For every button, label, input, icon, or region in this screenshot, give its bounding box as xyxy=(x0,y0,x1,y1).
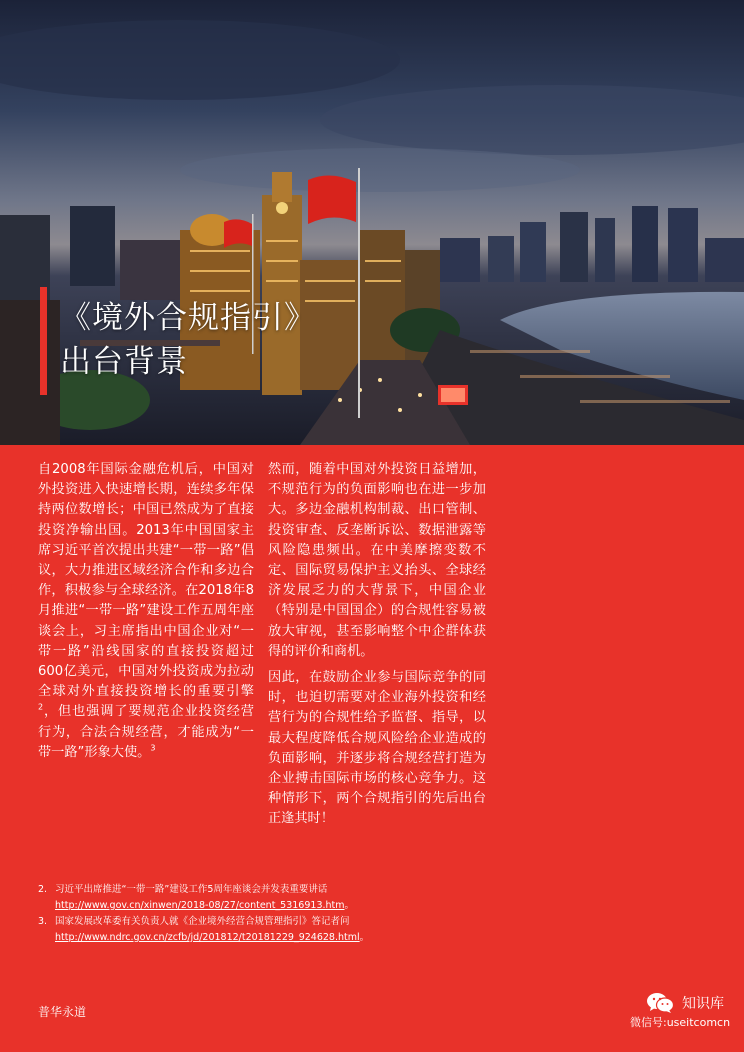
body-column-right xyxy=(268,460,486,836)
footnote-link[interactable]: http://www.ndrc.gov.cn/zcfb/jd/201812/t20181229_924628.html xyxy=(55,932,360,943)
footnote-text: 习近平出席推进“一带一路”建设工作5周年座谈会并发表重要讲话 xyxy=(55,884,328,895)
footnote-link[interactable]: http://www.gov.cn/xinwen/2018-08/27/content_5316913.htm xyxy=(55,900,345,911)
footnote-number: 3. xyxy=(38,916,48,927)
footnote-ref[interactable]: 2 xyxy=(38,703,44,713)
body-paragraph: 因此，在鼓励企业参与国际竞争的同时，也迫切需要对企业海外投资和经营行为的合规性给予监督、指导，以最大程度降低合规风险给企业造成的负面影响，并逐步将合规经营打造为企业搏击国际市场的核心竞争力。这种情形下，两个合规指引的先后出台正逢其时！ xyxy=(268,670,486,827)
footnote-body xyxy=(55,882,354,914)
body-text: ，但也强调了要规范企业投资经营行为，合法合规经营，才能成为“一带一路”形象大使。 xyxy=(38,704,254,760)
footnotes xyxy=(38,882,698,946)
footnote-body xyxy=(55,914,369,946)
brand-name: 普华永道 xyxy=(38,1005,87,1019)
footnote-number: 2. xyxy=(38,884,48,895)
title-accent-bar xyxy=(40,287,47,395)
wechat-account-id: 微信号:useitcomcn xyxy=(630,1016,731,1029)
wechat-account-name: 知识库 xyxy=(682,996,724,1012)
page-title xyxy=(60,296,316,384)
footnote-ref[interactable]: 3 xyxy=(150,743,156,753)
body-text: 自2008年国际金融危机后，中国对外投资进入快速增长期，连续多年保持两位数增长；中国已然成为了直接投资净输出国。2013年中国国家主席习近平首次提出共建“一带一路”倡议，大力推进区域经济合作和多边合作，积极参与全球经济。在2018年8月推进“一带一路”建设工作五周年座谈会上，习主席指出中国企业对“一带一路”沿线国家的直接投资超过600亿美元，中国对外投资成为拉动全球对外直接投资增长的重要引擎 xyxy=(38,462,254,700)
title-line-2: 出台背景 xyxy=(60,344,188,380)
footnote-suffix: 。 xyxy=(359,932,370,943)
body-column-left xyxy=(38,460,254,769)
wechat-icon xyxy=(646,992,674,1014)
body-paragraph: 然而，随着中国对外投资日益增加，不规范行为的负面影响也在进一步加大。多边金融机构制裁、出口管制、投资审查、反垄断诉讼、数据泄露等风险隐患频出。在中美摩擦变数不定、国际贸易保护主义抬头、全球经济发展乏力的大背景下，中国企业（特别是中国国企）的合规性容易被放大审视，甚至影响整个中企群体获得的评价和商机。 xyxy=(268,462,486,659)
body-paragraph xyxy=(38,460,254,763)
footnote-item xyxy=(38,914,698,946)
title-line-1: 《境外合规指引》 xyxy=(60,300,316,336)
footnote-suffix: 。 xyxy=(344,900,355,911)
footnote-text: 国家发展改革委有关负责人就《企业境外经营合规管理指引》答记者问 xyxy=(55,916,350,927)
wechat-watermark xyxy=(624,990,740,1030)
footnote-item xyxy=(38,882,698,914)
